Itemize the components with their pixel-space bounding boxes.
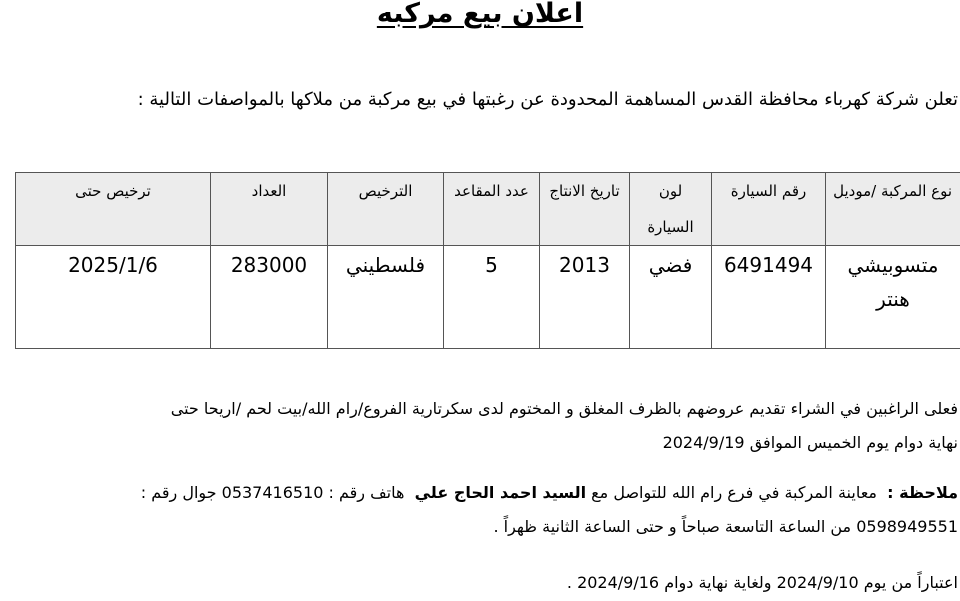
note-text-after: هاتف رقم : 0537416510 جوال رقم : bbox=[140, 483, 405, 502]
cell-production-date: 2013 bbox=[540, 246, 630, 349]
vehicle-specs-table bbox=[15, 172, 960, 349]
inspection-note bbox=[13, 476, 958, 544]
header-vehicle-type: نوع المركبة /موديل bbox=[826, 173, 960, 246]
cell-vehicle-number: 6491494 bbox=[712, 246, 826, 349]
submission-line-2: نهاية دوام يوم الخميس الموافق 2024/9/19 bbox=[662, 433, 958, 452]
cell-odometer: 283000 bbox=[211, 246, 328, 349]
header-color: لون السيارة bbox=[630, 173, 712, 246]
cell-license: فلسطيني bbox=[328, 246, 444, 349]
header-seats: عدد المقاعد bbox=[444, 173, 540, 246]
header-vehicle-number: رقم السيارة bbox=[712, 173, 826, 246]
cell-color: فضي bbox=[630, 246, 712, 349]
intro-text: تعلن شركة كهرباء محافظة القدس المساهمة المحدودة عن رغبتها في بيع مركبة من ملاكها بالمواصفات التالية : bbox=[137, 89, 958, 110]
cell-vehicle-type: متسوبيشي هنتر bbox=[826, 246, 960, 349]
note-label: ملاحظة : bbox=[887, 483, 958, 502]
contact-name: السيد احمد الحاج علي bbox=[414, 483, 587, 502]
validity-period: اعتباراً من يوم 2024/9/10 ولغاية نهاية دوام 2024/9/16 . bbox=[566, 573, 958, 592]
cell-license-until: 2025/1/6 bbox=[16, 246, 211, 349]
cell-seats: 5 bbox=[444, 246, 540, 349]
header-odometer: العداد bbox=[211, 173, 328, 246]
submission-instructions bbox=[13, 392, 958, 460]
note-line-1 bbox=[13, 476, 958, 510]
announcement-title: اعلان بيع مركبه bbox=[376, 0, 584, 29]
table-header-row bbox=[16, 173, 960, 246]
submission-line-1: فعلى الراغبين في الشراء تقديم عروضهم بالظرف المغلق و المختوم لدى سكرتارية الفروع/رام الله/بيت لحم /اريحا حتى bbox=[170, 399, 958, 418]
note-text-before: معاينة المركبة في فرع رام الله للتواصل مع bbox=[591, 483, 877, 502]
header-license-until: ترخيص حتى bbox=[16, 173, 211, 246]
table-row bbox=[16, 246, 960, 349]
header-production-date: تاريخ الانتاج bbox=[540, 173, 630, 246]
note-line-2: 0598949551 من الساعة التاسعة صباحاً و حتى الساعة الثانية ظهراً . bbox=[493, 517, 958, 536]
header-license: الترخيص bbox=[328, 173, 444, 246]
